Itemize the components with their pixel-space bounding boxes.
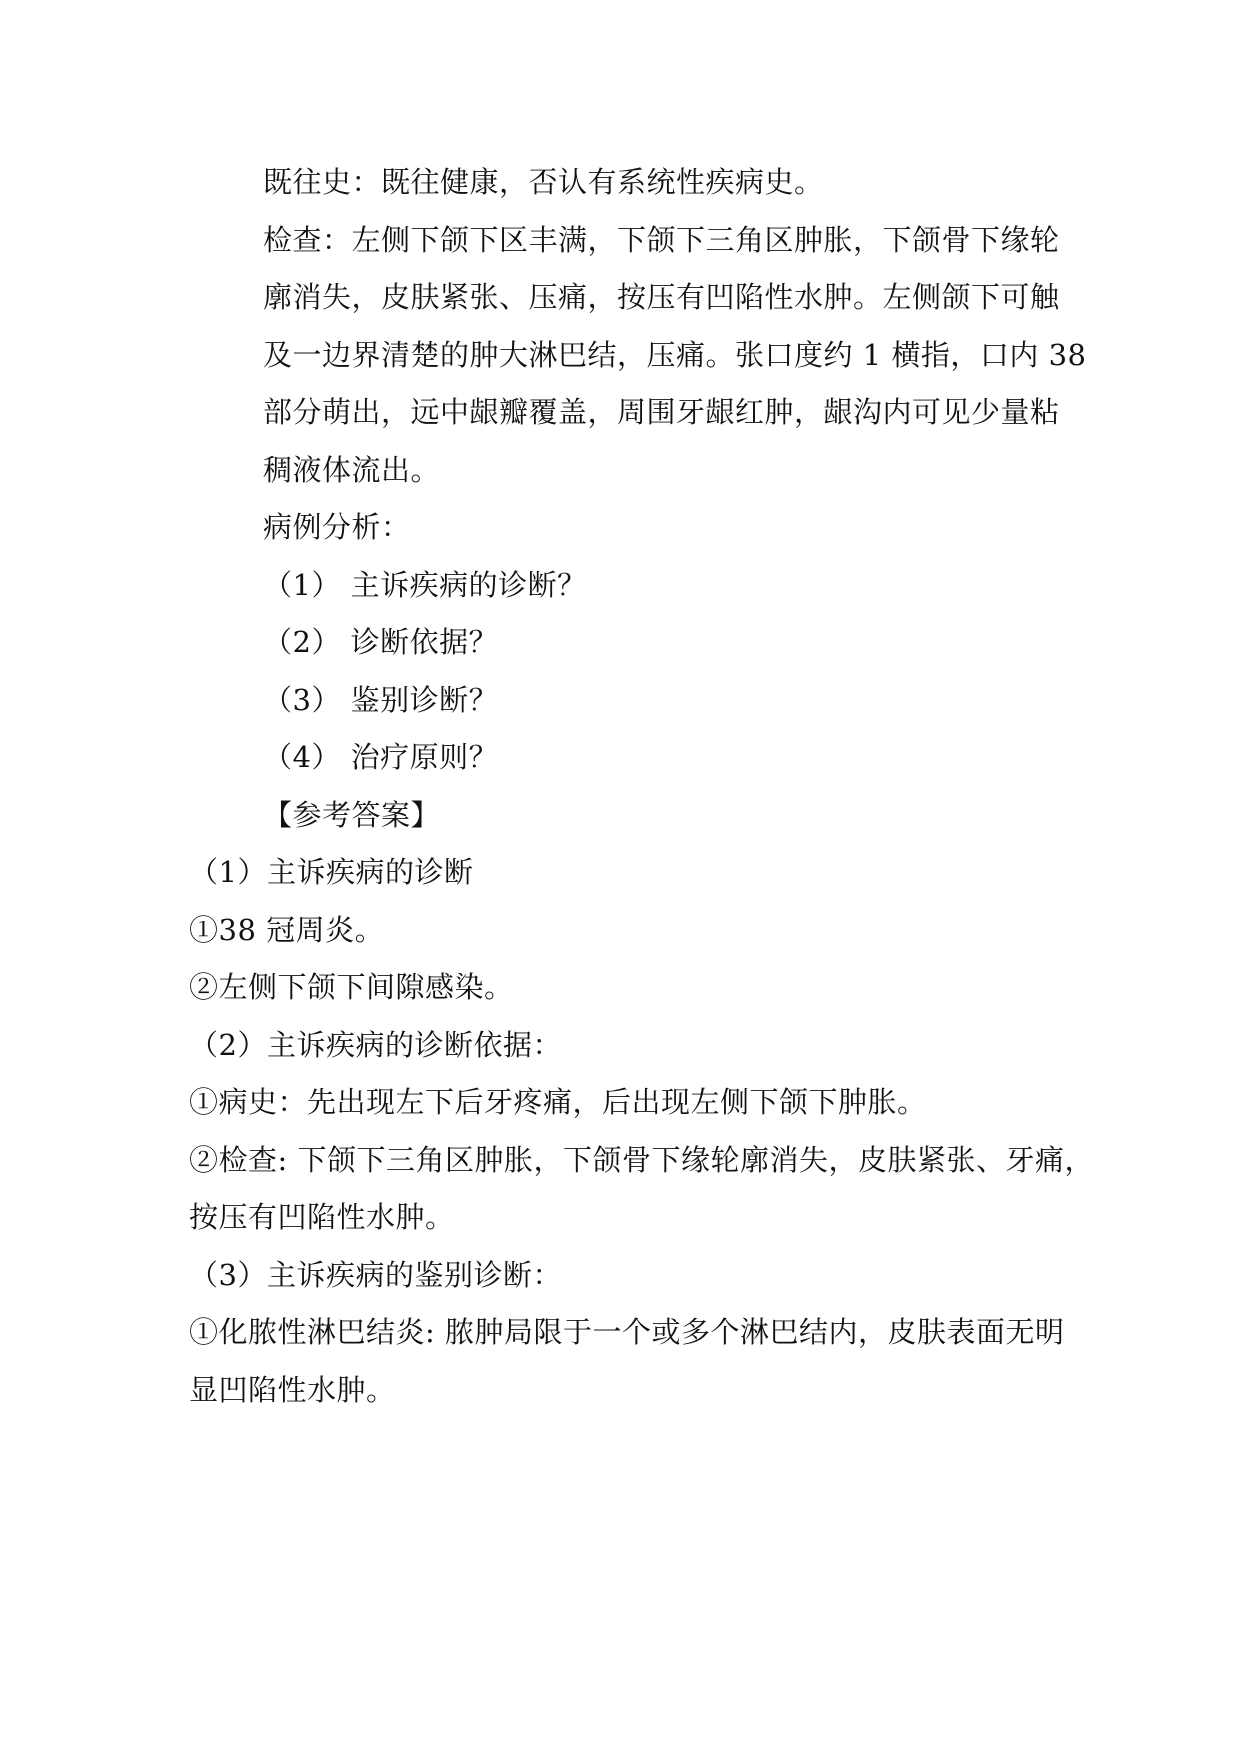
answer-1-heading: （1）主诉疾病的诊断 xyxy=(189,855,474,889)
past-history-line: 既往史：既往健康，否认有系统性疾病史。 xyxy=(263,165,824,199)
question-3: （3） 鉴别诊断？ xyxy=(263,683,499,717)
answer-2-item-2: ②检查: 下颌下三角区肿胀，下颌骨下缘轮廓消失，皮肤紧张、牙痛， xyxy=(189,1143,1094,1177)
answer-3-item-1-cont: 显凹陷性水肿。 xyxy=(189,1373,396,1407)
question-1: （1） 主诉疾病的诊断？ xyxy=(263,568,587,602)
exam-line-5: 稠液体流出。 xyxy=(263,453,441,487)
answer-2-item-1: ①病史：先出现左下后牙疼痛，后出现左侧下颌下肿胀。 xyxy=(189,1085,927,1119)
answer-2-heading: （2）主诉疾病的诊断依据： xyxy=(189,1028,562,1062)
answer-1-item-2: ②左侧下颌下间隙感染。 xyxy=(189,970,514,1004)
exam-line-1: 检查：左侧下颌下区丰满，下颌下三角区肿胀，下颌骨下缘轮 xyxy=(263,223,1060,257)
question-2: （2） 诊断依据？ xyxy=(263,625,499,659)
reference-answer-heading: 【参考答案】 xyxy=(263,798,441,832)
question-4: （4） 治疗原则？ xyxy=(263,740,499,774)
answer-3-item-1: ①化脓性淋巴结炎: 脓肿局限于一个或多个淋巴结内，皮肤表面无明 xyxy=(189,1315,1065,1349)
exam-line-4: 部分萌出，远中龈瓣覆盖，周围牙龈红肿，龈沟内可见少量粘 xyxy=(263,395,1060,429)
exam-line-3: 及一边界清楚的肿大淋巴结，压痛。张口度约 1 横指，口内 38 xyxy=(263,338,1087,372)
answer-1-item-1: ①38 冠周炎。 xyxy=(189,913,385,947)
answer-2-item-2-cont: 按压有凹陷性水肿。 xyxy=(189,1200,455,1234)
case-analysis-heading: 病例分析： xyxy=(263,510,411,544)
exam-line-2: 廓消失，皮肤紧张、压痛，按压有凹陷性水肿。左侧颌下可触 xyxy=(263,280,1060,314)
answer-3-heading: （3）主诉疾病的鉴别诊断： xyxy=(189,1258,562,1292)
